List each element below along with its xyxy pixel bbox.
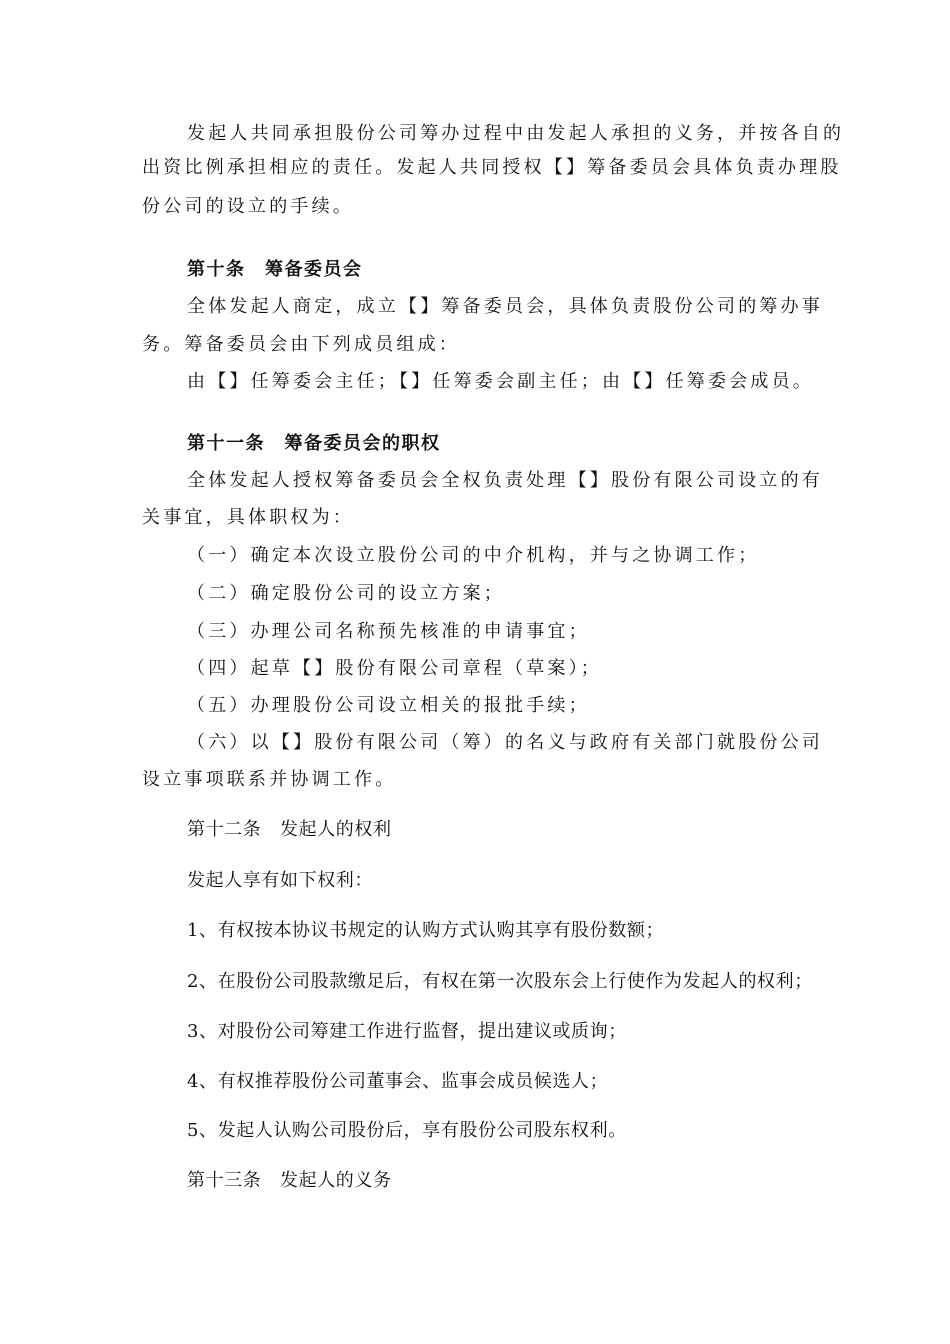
list-item: （六）以【】股份有限公司（筹）的名义与政府有关部门就股份公司 <box>187 732 823 753</box>
list-item: （三）办理公司名称预先核准的申请事宜； <box>187 621 590 642</box>
list-item: 5、发起人认购公司股份后，享有股份公司股东权利。 <box>187 1120 627 1141</box>
paragraph-line: 全体发起人商定，成立【】筹备委员会，具体负责股份公司的筹办事 <box>187 296 823 317</box>
paragraph-line: 关事宜，具体职权为： <box>142 507 354 528</box>
paragraph-line: 发起人享有如下权利： <box>187 870 373 891</box>
list-item: 3、对股份公司筹建工作进行监督，提出建议或质询； <box>187 1021 627 1042</box>
list-item: （五）办理股份公司设立相关的报批手续； <box>187 695 590 716</box>
article-10-heading: 第十条 筹备委员会 <box>187 259 363 280</box>
paragraph-line: 由【】任筹委会主任；【】任筹委会副主任；由【】任筹委会成员。 <box>187 371 814 392</box>
list-item: （二）确定股份公司的设立方案； <box>187 583 505 604</box>
paragraph-line: 发起人共同承担股份公司筹办过程中由发起人承担的义务，并按各自的 <box>187 123 845 144</box>
article-13-heading: 第十三条 发起人的义务 <box>187 1170 392 1191</box>
paragraph-line: 出资比例承担相应的责任。发起人共同授权【】筹备委员会具体负责办理股 <box>142 157 842 178</box>
list-item: 1、有权按本协议书规定的认购方式认购其享有股份数额； <box>187 920 665 941</box>
list-item: （四）起草【】股份有限公司章程（草案）； <box>187 658 602 679</box>
list-item: 2、在股份公司股款缴足后，有权在第一次股东会上行使作为发起人的权利； <box>187 971 813 992</box>
list-item: （一）确定本次设立股份公司的中介机构，并与之协调工作； <box>187 545 760 566</box>
paragraph-line: 全体发起人授权筹备委员会全权负责处理【】股份有限公司设立的有 <box>187 470 823 491</box>
paragraph-line: 份公司的设立的手续。 <box>142 196 354 217</box>
paragraph-line: 务。筹备委员会由下列成员组成： <box>142 334 460 355</box>
list-item: 4、有权推荐股份公司董事会、监事会成员候选人； <box>187 1071 609 1092</box>
paragraph-line: 设立事项联系并协调工作。 <box>142 769 397 790</box>
article-12-heading: 第十二条 发起人的权利 <box>187 819 392 840</box>
article-11-heading: 第十一条 筹备委员会的职权 <box>187 433 441 454</box>
